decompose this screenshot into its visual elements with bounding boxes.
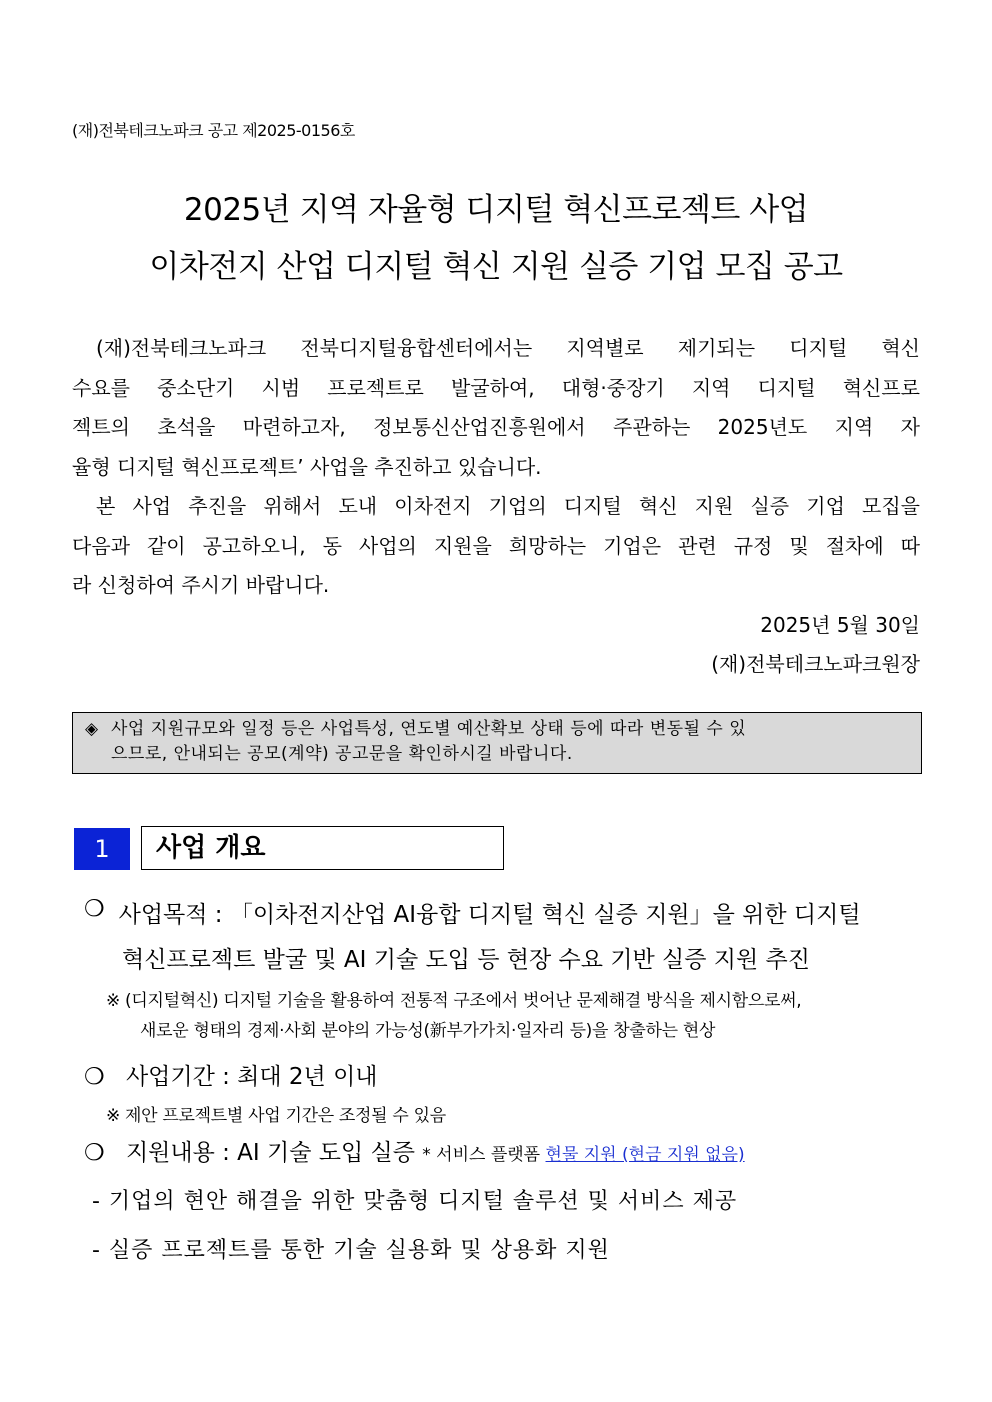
notice-date: 2025년 5월 30일 <box>760 613 920 637</box>
notice-box <box>72 712 922 774</box>
title-line-1: 2025년 지역 자율형 디지털 혁신프로젝트 사업 <box>183 192 809 228</box>
intro-p1-line: (재)전북테크노파크 전북디지털융합센터에서는 지역별로 제기되는 디지털 혁신 <box>96 336 920 360</box>
support-detail-item: - 기업의 현안 해결을 위한 맞춤형 디지털 솔루션 및 서비스 제공 <box>92 1189 738 1214</box>
intro-p2-line: 라 신청하여 주시기 바랍니다. <box>72 573 330 597</box>
purpose-item <box>84 896 920 974</box>
support-item <box>84 1134 745 1167</box>
purpose-note-1: ※ (디지털혁신) 디지털 기술을 활용하여 전통적 구조에서 벗어난 문제해결 방식을 제시함으로써, <box>106 991 802 1011</box>
period-note: ※ 제안 프로젝트별 사업 기간은 조정될 수 있음 <box>106 1106 446 1126</box>
title-line-2: 이차전지 산업 디지털 혁신 지원 실증 기업 모집 공고 <box>149 249 843 285</box>
period-text: 사업기간 : 최대 2년 이내 <box>125 1064 378 1090</box>
purpose-note-2: 새로운 형태의 경제·사회 분야의 가능성(新부가가치·일자리 등)을 창출하는 현상 <box>140 1021 716 1041</box>
section-title: 사업 개요 <box>141 826 504 870</box>
intro-p2-line: 다음과 같이 공고하오니, 동 사업의 지원을 희망하는 기업은 관련 규정 및 절차에 따 <box>72 533 920 558</box>
purpose-line-1: 사업목적 : 「이차전지산업 AI융합 디지털 혁신 실증 지원」을 위한 디지털 <box>118 902 861 928</box>
intro-paragraph-1 <box>72 329 920 487</box>
support-text: 지원내용 : AI 기술 도입 실증 <box>125 1140 415 1166</box>
notice-box-line: 사업 지원규모와 일정 등은 사업특성, 연도별 예산확보 상태 등에 따라 변동될 수 있 <box>111 719 747 739</box>
purpose-line-2: 혁신프로젝트 발굴 및 AI 기술 도입 등 현장 수요 기반 실증 지원 추진 <box>122 947 810 973</box>
intro-p1-line: 수요를 중소단기 시범 프로젝트로 발굴하여, 대형·중장기 지역 디지털 혁신프로 <box>72 375 920 400</box>
signer: (재)전북테크노파크원장 <box>711 652 920 676</box>
bullet-icon: ❍ <box>84 896 105 922</box>
intro-paragraph-2 <box>72 487 920 606</box>
bullet-icon: ❍ <box>84 1140 105 1166</box>
support-detail-item: - 실증 프로젝트를 통한 기술 실용화 및 상용화 지원 <box>92 1238 610 1263</box>
section-number-badge: 1 <box>74 828 130 870</box>
support-link[interactable]: 현물 지원 (현금 지원 없음) <box>545 1145 745 1165</box>
support-small-note: * 서비스 플랫폼 <box>422 1145 546 1165</box>
intro-p2-line: 본 사업 추진을 위해서 도내 이차전지 기업의 디지털 혁신 지원 실증 기업 모집을 <box>96 494 920 518</box>
notice-number: (재)전북테크노파크 공고 제2025-0156호 <box>72 121 355 140</box>
bullet-icon: ❍ <box>84 1064 105 1090</box>
period-item <box>84 1058 378 1091</box>
diamond-icon: ◈ <box>85 719 99 739</box>
intro-p1-line: 율형 디지털 혁신프로젝트’ 사업을 추진하고 있습니다. <box>72 454 542 479</box>
intro-p1-line: 젝트의 초석을 마련하고자, 정보통신산업진흥원에서 주관하는 2025년도 지역 자 <box>72 415 920 439</box>
notice-box-line: 으므로, 안내되는 공모(계약) 공고문을 확인하시길 바랍니다. <box>111 744 573 764</box>
